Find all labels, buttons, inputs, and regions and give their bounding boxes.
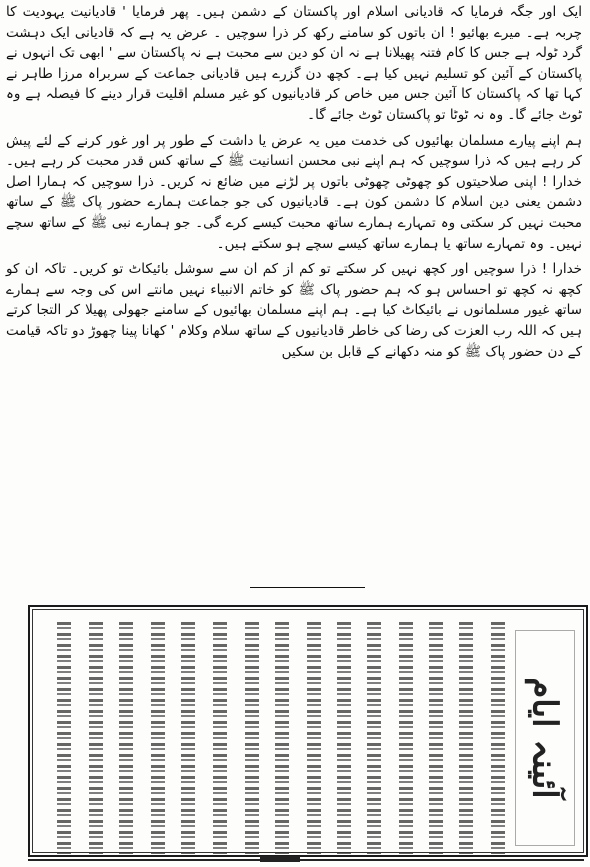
vertical-text-column <box>57 622 71 854</box>
vertical-text-column <box>119 622 133 854</box>
vertical-text-column <box>367 622 381 854</box>
inset-box <box>28 605 588 857</box>
end-rule <box>250 587 365 588</box>
vertical-text-column <box>307 622 321 854</box>
vertical-text-column <box>181 622 195 854</box>
vertical-text-column <box>491 622 505 854</box>
vertical-text-column <box>213 622 227 854</box>
box-title: آئینہ ایام <box>524 677 565 799</box>
vertical-text-column <box>459 622 473 854</box>
inset-box-inner <box>32 609 584 853</box>
box-title-panel <box>515 630 575 846</box>
vertical-text-column <box>151 622 165 854</box>
footer-rule <box>28 859 584 861</box>
paragraph-2: ہم اپنے پیارے مسلمان بھائیوں کی خدمت میں یہ عرض یا داشت کے طور پر اور غور کرنے کے لئے پیش کر رہے ہیں کہ ذرا سوچیں کہ ہم اپنے نبی محسن انسانیت ﷺ کے ساتھ کس قدر محبت کر رہے ہیں۔ خدارا ! اپنی صلاحیتوں کو چھوٹی چھوٹی باتوں پر لڑنے میں ضائع نہ کریں۔ ذرا سوچیں کہ ہمارا اصل دشمن یعنی دین اسلام کا دشمن کون ہے۔ قادیانیوں کی جو جماعت ہمارے حضور پاک ﷺ کے ساتھ محبت نہیں کر سکتی وہ تمہارے ہمارے ساتھ محبت کیسے کرے گی۔ جو ہمارے نبی ﷺ کے ساتھ سچے نہیں۔ وہ تمہارے ساتھ یا ہمارے ساتھ کیسے سچے ہو سکتے ہیں۔ <box>6 132 582 252</box>
vertical-text-column <box>245 622 259 854</box>
vertical-text-column <box>337 622 351 854</box>
article-body <box>6 2 582 367</box>
vertical-text-column <box>275 622 289 854</box>
paragraph-1: ایک اور جگہ فرمایا کہ قادیانی اسلام اور پاکستان کے دشمن ہیں۔ پھر فرمایا ' قادیانیت یہودیت کا چربہ ہے۔ میرے بھائیو ! ان باتوں کو سامنے رکھ کر ذرا سوچیں ۔ عرض یہ ہے کہ قادیانی ایک دہشت گرد ٹولہ ہے جس کا کام فتنہ پھیلانا ہے نہ ان کو دین سے محبت ہے نہ پاکستان سے ' ابھی تک انہوں نے پاکستان کے آئین کو تسلیم نہیں کیا ہے۔ کچھ دن گزرے ہیں قادیانی جماعت کے سربراہ مرزا طاہر نے کہا تھا کہ پاکستان کا آئین جس میں خاص کر قادیانیوں کو غیر مسلم اقلیت قرار دینے کا فیصلہ ہے وہ ٹوٹ جائے گا۔ وہ نہ ٹوٹا تو پاکستان ٹوٹ جائے گا۔ <box>6 4 582 123</box>
vertical-text-column <box>89 622 103 854</box>
vertical-text-column <box>429 622 443 854</box>
paragraph-3: خدارا ! ذرا سوچیں اور کچھ نہیں کر سکتے تو کم از کم ان سے سوشل بائیکاٹ تو کریں۔ تاکہ ان کو کچھ نہ کچھ تو احساس ہو کہ ہم حضور پاک ﷺ کو خاتم الانبیاء نہیں مانتے اس کی وجہ سے ہمارے ساتھ غیور مسلمانوں نے بائیکاٹ کیا ہے۔ ہم اپنے مسلمان بھائیوں کے سامنے جھولی پھیلا کر التجا کرتے ہیں کہ اللہ رب العزت کی رضا کی خاطر قادیانیوں کے ساتھ سلام وکلام ' کھانا پینا چھوڑ دو تاکہ قیامت کے دن حضور پاک ﷺ کو منہ دکھانے کے قابل بن سکیں <box>6 261 582 360</box>
footer-mark <box>260 856 300 862</box>
vertical-text-column <box>399 622 413 854</box>
